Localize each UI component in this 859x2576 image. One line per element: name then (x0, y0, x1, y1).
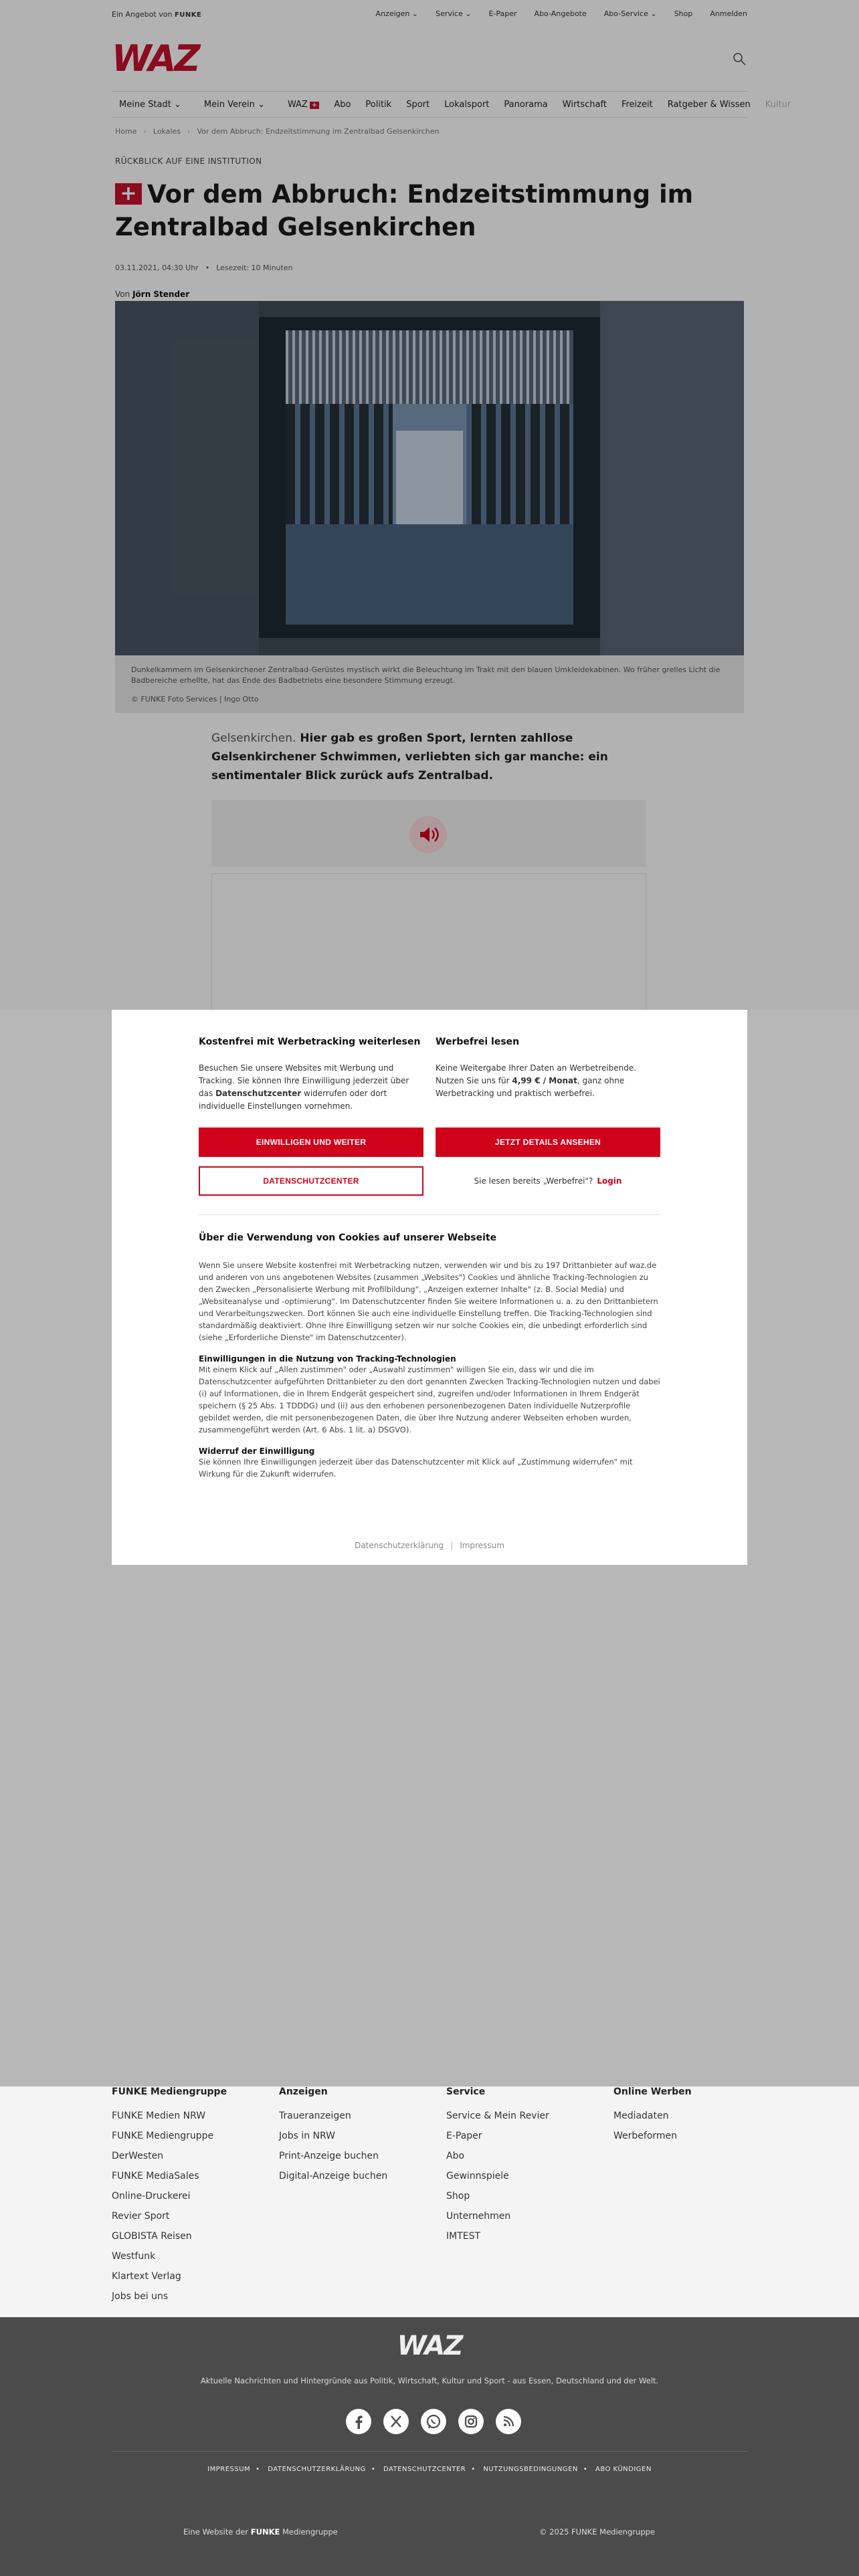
speaker-button[interactable] (409, 816, 447, 853)
photo-credit: © FUNKE Foto Services | Ingo Otto (131, 695, 259, 704)
tracking-consent-heading: Einwilligungen in die Nutzung von Tracking-Technologien (199, 1354, 456, 1364)
footer-tagline: Aktuelle Nachrichten und Hintergründe aus Politik, Wirtschaft, Kultur und Sport - aus Essen, Deutschland und der Welt. (200, 2376, 659, 2385)
top-nav (376, 9, 747, 18)
hero-cabins-right (466, 404, 573, 531)
footer-link[interactable]: Westfunk (112, 2251, 156, 2262)
price: 4,99 € / Monat (512, 1076, 577, 1085)
funke-offer[interactable] (112, 10, 201, 19)
hero-window-right (600, 301, 744, 655)
link-dot: • (256, 2466, 260, 2473)
caption-text: Dunkelkammern im Gelsenkirchener Zentralbad-Gerüstes mystisch wirkt die Beleuchtung im Trakt mit den blauen Umkleidekabinen. Wo früher grelles Licht die Badbereiche erhellte, hat das Ende des Badbetriebs eine besondere Stimmung erzeugt. (131, 665, 721, 685)
privacy-center-inline-link[interactable]: Datenschutzcenter (215, 1089, 302, 1098)
topnav-abo-service[interactable] (604, 9, 657, 18)
logo-row (112, 37, 747, 78)
plus-badge: + (310, 102, 319, 109)
nav-wirtschaft[interactable]: Wirtschaft (562, 99, 607, 110)
whatsapp-icon[interactable] (421, 2409, 446, 2434)
nav-politik[interactable]: Politik (365, 99, 392, 110)
link-dot: • (583, 2466, 588, 2473)
nav-sport[interactable]: Sport (406, 99, 430, 110)
cookie-paragraph-2: Mit einem Klick auf „Allen zustimmen" oder „Auswahl zustimmen" willigen Sie ein, dass wir und die im Datenschutzcenter aufgeführten Drittanbieter zu den dort genannten Zwecken Tracking-Technologien nutzen und dabei (i) auf Informationen, die in Ihrem Endgerät gespeichert sind, zugreifen und/oder Informationen in Ihrem Endgerät speichern (§ 25 Abs. 1 TDDDG) und (ii) aus den erhobenen personenbezogenen Daten individuelle Nutzerprofile gebildet werden, die mit personenbezogenen Daten, die über Ihre Nutzung anderer Webseiten erhoben wurden, zusammengeführt werden (Art. 6 Abs. 1 lit. a) DSGVO). (199, 1365, 660, 1434)
consent-buttons-row1 (199, 1128, 660, 1157)
cancel-subscription-link[interactable]: ABO KÜNDIGEN (595, 2466, 652, 2473)
text-part: Keine Weitergabe Ihrer Daten an Werbetreibende. Nutzen Sie uns für (436, 1063, 637, 1085)
funke-attribution (183, 2527, 338, 2537)
text-part: Besuchen Sie unsere Websites mit Werbung und Tracking. Sie können Ihre Einwilligung jederzeit über das (199, 1063, 409, 1098)
hero-image (115, 301, 744, 655)
topnav-epaper[interactable]: E-Paper (488, 9, 517, 18)
login-link[interactable]: Anmelden (710, 9, 747, 18)
dateline: Gelsenkirchen. (211, 732, 296, 745)
topnav-abo-angebote[interactable]: Abo-Angebote (534, 9, 587, 18)
footer-link[interactable]: IMTEST (446, 2231, 481, 2242)
nav-waz-plus[interactable] (280, 100, 326, 110)
hero-corridor-photo (286, 330, 573, 625)
meta-separator: • (205, 263, 210, 272)
footer-link[interactable]: GLOBISTA Reisen (112, 2231, 192, 2242)
footer-link[interactable]: Gewinnspiele (446, 2171, 509, 2181)
article-headline (115, 178, 744, 243)
breadcrumb-home[interactable]: Home (115, 127, 137, 136)
footer-column-online-werben (613, 2086, 781, 2306)
terms-link[interactable]: NUTZUNGSBEDINGUNGEN (483, 2466, 578, 2473)
footer-logo[interactable]: WAZ (397, 2331, 462, 2361)
consent-footer-links (112, 1541, 747, 1550)
breadcrumb-current: Vor dem Abbruch: Endzeitstimmung im Zentralbad Gelsenkirchen (197, 127, 440, 136)
nav-abo[interactable]: Abo (334, 99, 351, 110)
topnav-label: Abo-Service (603, 9, 648, 18)
cookie-paragraph-3: Sie können Ihre Einwilligungen jederzeit über das Datenschutzcenter mit Klick auf „Zustimmung widerrufen" mit Wirkung für die Zukunft widerrufen. (199, 1457, 633, 1479)
text-part: , ganz ohne Werbetracking und praktisch werbefrei. (436, 1076, 625, 1098)
nav-meine-stadt[interactable] (112, 100, 189, 110)
lead-text: Hier gab es großen Sport, lernten zahllose Gelsenkirchener Schwimmen, verliebten sich gar manche: ein sentimentaler Blick zurück aufs Zentralbad. (211, 732, 608, 782)
footer-link[interactable]: E-Paper (446, 2131, 482, 2141)
footer-link[interactable]: Abo (446, 2151, 465, 2161)
hero-photo-frame (259, 317, 600, 638)
revocation-heading: Widerruf der Einwilligung (199, 1446, 315, 1456)
privacy-center-button[interactable]: DATENSCHUTZCENTER (199, 1166, 423, 1196)
author-name[interactable]: Jörn Stender (132, 290, 190, 299)
main-nav (112, 91, 791, 118)
attribution-suffix: Mediengruppe (282, 2527, 338, 2537)
option-free-text (199, 1062, 423, 1113)
chevron-down-icon: ⌄ (258, 99, 265, 110)
attribution-prefix: Eine Website der (183, 2527, 249, 2537)
top-bar (0, 0, 859, 31)
copyright: © 2025 FUNKE Mediengruppe (539, 2527, 655, 2537)
footer-link[interactable]: Jobs bei uns (112, 2291, 169, 2302)
funke-brand: FUNKE (174, 11, 202, 19)
rss-icon[interactable] (496, 2409, 521, 2434)
footer-link[interactable]: Klartext Verlag (112, 2271, 181, 2282)
search-icon[interactable] (731, 51, 747, 67)
footer-link[interactable]: Revier Sport (112, 2211, 170, 2222)
footer-link[interactable]: Shop (446, 2191, 470, 2202)
hero-corridor-end (396, 431, 463, 524)
topnav-label: Service (436, 9, 463, 18)
hero-ceiling (286, 330, 573, 404)
chevron-down-icon: ⌄ (411, 9, 419, 18)
option-adfree (436, 1037, 660, 1113)
topnav-anzeigen[interactable] (376, 9, 419, 18)
headline-text: Vor dem Abbruch: Endzeitstimmung im Zentralbad Gelsenkirchen (115, 180, 694, 241)
legal-links (0, 2466, 859, 2473)
article-header (115, 156, 744, 299)
breadcrumb (115, 127, 439, 136)
topnav-shop[interactable]: Shop (674, 9, 693, 18)
topnav-label: Anzeigen (375, 9, 410, 18)
login-link[interactable]: Login (597, 1176, 622, 1186)
footer-link[interactable]: Jobs in NRW (279, 2131, 336, 2141)
nav-label: WAZ (287, 99, 308, 110)
option-adfree-title: Werbefrei lesen (436, 1037, 520, 1047)
article-kicker: RÜCKBLICK AUF EINE INSTITUTION (115, 156, 262, 166)
footer-link[interactable]: Digital-Anzeige buchen (279, 2171, 388, 2181)
footer-link[interactable]: Online-Druckerei (112, 2191, 191, 2202)
cookie-paragraph-1: Wenn Sie unsere Website kostenfrei mit Werbetracking nutzen, verwenden wir und bis zu 197 Drittanbieter auf waz.de und anderen von uns angebotenen Websites (zusammen „Websites") Cookies und ähnliche Tracking-Technologien zu den Zwecken „Personalisierte Werbung mit Profilbildung", „Anzeigen externer Inhalte" (z. B. Social Media) und „Websiteanalyse und -optimierung". Im Datenschutzcenter finden Sie weitere Informationen u. a. zu den Drittanbietern und Verarbeitungszwecken. Dort können Sie auch eine individuelle Einstellung treffen. Die Tracking-Technologien sind standardmäßig deaktiviert. Ohne Ihre Einwilligung setzen wir nur solche Cookies ein, die unbedingt erforderlich sind (siehe „Erforderliche Dienste" im Datenschutzcenter). (199, 1261, 658, 1342)
image-caption (115, 655, 744, 713)
author-prefix: Von (115, 290, 130, 299)
cookie-section-title: Über die Verwendung von Cookies auf unserer Webseite (199, 1232, 497, 1243)
offer-prefix: Ein Angebot von (112, 10, 173, 19)
link-dot: • (371, 2466, 376, 2473)
social-links (346, 2409, 521, 2434)
nav-kultur[interactable]: Kultur (765, 99, 791, 110)
footer-link[interactable]: FUNKE MediaSales (112, 2171, 199, 2181)
footer-column-title: Service (446, 2086, 486, 2097)
speaker-icon (409, 816, 447, 853)
publish-date: 03.11.2021, 04:30 Uhr (115, 263, 199, 272)
chevron-right-icon: › (143, 127, 147, 136)
site-footer (0, 2317, 859, 2576)
link-separator: | (450, 1541, 454, 1550)
hero-cabins-left (286, 404, 393, 531)
consent-dialog (112, 1010, 747, 1565)
details-button[interactable]: JETZT DETAILS ANSEHEN (436, 1128, 660, 1157)
consent-buttons-row2 (199, 1166, 660, 1196)
footer-divider (112, 2451, 747, 2452)
breadcrumb-lokales[interactable]: Lokales (153, 127, 181, 136)
nav-lokalsport[interactable]: Lokalsport (444, 99, 490, 110)
reading-time: Lesezeit: 10 Minuten (216, 263, 293, 272)
footer-columns (112, 2086, 781, 2306)
chevron-down-icon: ⌄ (650, 9, 657, 18)
accept-button[interactable]: EINWILLIGEN UND WEITER (199, 1128, 423, 1157)
footer-link[interactable]: FUNKE Mediengruppe (112, 2131, 214, 2141)
paywall-placeholder (211, 873, 646, 1021)
article-author (115, 290, 744, 299)
footer-links-section (0, 2086, 859, 2317)
facebook-icon[interactable] (346, 2409, 371, 2434)
footer-link[interactable]: Mediadaten (613, 2111, 669, 2121)
footer-link[interactable]: Unternehmen (446, 2211, 511, 2222)
article-meta (115, 263, 744, 272)
impressum-link[interactable]: IMPRESSUM (207, 2466, 251, 2473)
topnav-service[interactable] (436, 9, 471, 18)
x-icon[interactable] (383, 2409, 409, 2434)
nav-mein-verein[interactable] (197, 100, 272, 110)
consent-options (199, 1037, 660, 1113)
footer-link[interactable]: Traueranzeigen (279, 2111, 351, 2121)
attribution-brand[interactable]: FUNKE (250, 2527, 280, 2537)
hero-wall-left (115, 301, 259, 655)
option-free-title: Kostenfrei mit Werbetracking weiterlesen (199, 1037, 421, 1047)
divider (199, 1214, 660, 1215)
footer-link[interactable]: Print-Anzeige buchen (279, 2151, 379, 2161)
already-subscribed (436, 1166, 660, 1196)
hero-floor (286, 524, 573, 625)
imprint-link[interactable]: Impressum (460, 1541, 504, 1550)
nav-ratgeber[interactable]: Ratgeber & Wissen (667, 99, 751, 110)
footer-column-title: Online Werben (613, 2086, 692, 2097)
footer-link[interactable]: DerWesten (112, 2151, 164, 2161)
privacy-policy-link[interactable]: Datenschutzerklärung (355, 1541, 444, 1550)
audio-player (211, 800, 646, 867)
chevron-right-icon: › (187, 127, 191, 136)
footer-column-title: Anzeigen (279, 2086, 328, 2097)
footer-column-service (446, 2086, 613, 2306)
instagram-icon[interactable] (458, 2409, 484, 2434)
waz-logo[interactable]: WAZ (112, 37, 199, 80)
footer-link[interactable]: FUNKE Medien NRW (112, 2111, 206, 2121)
privacy-policy-link[interactable]: DATENSCHUTZERKLÄRUNG (268, 2466, 366, 2473)
nav-label: Mein Verein (203, 99, 255, 110)
article-lead (211, 729, 646, 785)
link-dot: • (471, 2466, 476, 2473)
footer-column-anzeigen (279, 2086, 446, 2306)
option-free (199, 1037, 423, 1113)
footer-link[interactable]: Werbeformen (613, 2131, 678, 2141)
nav-freizeit[interactable]: Freizeit (621, 99, 653, 110)
footer-column-funke (112, 2086, 279, 2306)
footer-link[interactable]: Service & Mein Revier (446, 2111, 549, 2121)
already-text: Sie lesen bereits „Werbefrei"? (474, 1176, 593, 1186)
option-adfree-text (436, 1062, 660, 1100)
chevron-down-icon: ⌄ (465, 9, 472, 18)
text-part: widerrufen oder dort individuelle Einstellungen vornehmen. (199, 1089, 387, 1111)
privacy-center-link[interactable]: DATENSCHUTZCENTER (383, 2466, 466, 2473)
nav-label: Meine Stadt (119, 99, 171, 110)
footer-column-title: FUNKE Mediengruppe (112, 2086, 227, 2097)
nav-panorama[interactable]: Panorama (504, 99, 548, 110)
chevron-down-icon: ⌄ (174, 99, 181, 110)
plus-icon: + (115, 183, 142, 205)
